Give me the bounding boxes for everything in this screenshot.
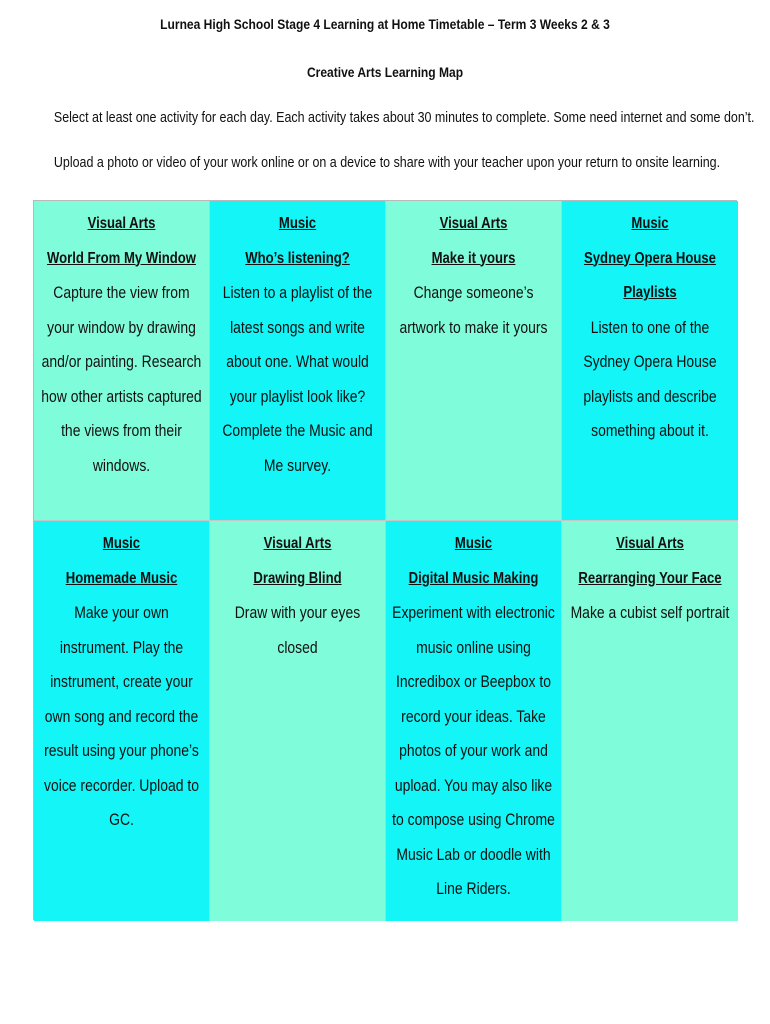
page-subtitle: Creative Arts Learning Map (306, 64, 464, 80)
cell-subject: Visual Arts (263, 535, 332, 552)
cell-subject: Music (631, 215, 669, 232)
page-title: Lurnea High School Stage 4 Learning at Home Timetable – Term 3 Weeks 2 & 3 (160, 16, 610, 32)
cell-activity-title: Who’s listening? (245, 249, 350, 267)
instruction-line-1: Select at least one activity for each day. Each activity takes about 30 minutes to complete. Some need internet and some don’t. (53, 110, 755, 126)
instruction-line-2: Upload a photo or video of your work online or on a device to share with your teacher upon your return to onsite learning. (53, 155, 721, 171)
activity-cell-visual-arts-drawing-blind (210, 521, 386, 921)
cell-activity-title: Drawing Blind (253, 569, 342, 587)
cell-activity-title: World From My Window (46, 249, 197, 267)
activity-cell-music-digital (386, 521, 562, 921)
cell-subject: Music (454, 535, 493, 552)
activity-cell-music-opera-house (562, 201, 738, 521)
cell-description: Make a cubist self portrait (570, 603, 730, 622)
cell-description: Draw with your eyes closed (234, 603, 361, 657)
cell-description: Make your own instrument. Play the instrument, create your own song and record the result using your phone’s voice recorder. Upload to GC. (44, 603, 199, 829)
cell-subject: Visual Arts (616, 535, 684, 552)
cell-description: Experiment with electronic music online using Incredibox or Beepbox to record your ideas. Take photos of your work and upload. You may also like to compose using Chrome Music Lab or doodle with Line Riders. (392, 603, 555, 898)
cell-description: Change someone’s artwork to make it yours (399, 283, 548, 337)
activity-cell-music-listening (210, 201, 386, 521)
activity-cell-music-homemade (34, 521, 210, 921)
cell-activity-title: Sydney Opera House Playlists (584, 249, 716, 301)
activity-cell-visual-arts-face (562, 521, 738, 921)
activity-cell-visual-arts-window (34, 201, 210, 521)
cell-subject: Visual Arts (87, 215, 156, 232)
cell-subject: Music (278, 215, 317, 232)
activity-cell-visual-arts-make-it-yours (386, 201, 562, 521)
cell-activity-title: Homemade Music (65, 569, 178, 587)
cell-activity-title: Rearranging Your Face (578, 569, 722, 587)
cell-subject: Visual Arts (439, 215, 508, 232)
learning-map-table (33, 200, 737, 920)
cell-description: Listen to a playlist of the latest songs and write about one. What would your playlist look like? Complete the Music and Me survey. (222, 283, 373, 475)
cell-description: Capture the view from your window by drawing and/or painting. Research how other artists captured the views from their windows. (41, 283, 202, 475)
cell-description: Listen to one of the Sydney Opera House playlists and describe something about it. (583, 317, 717, 440)
cell-activity-title: Digital Music Making (408, 569, 539, 587)
cell-activity-title: Make it yours (431, 249, 516, 267)
cell-subject: Music (102, 535, 141, 552)
